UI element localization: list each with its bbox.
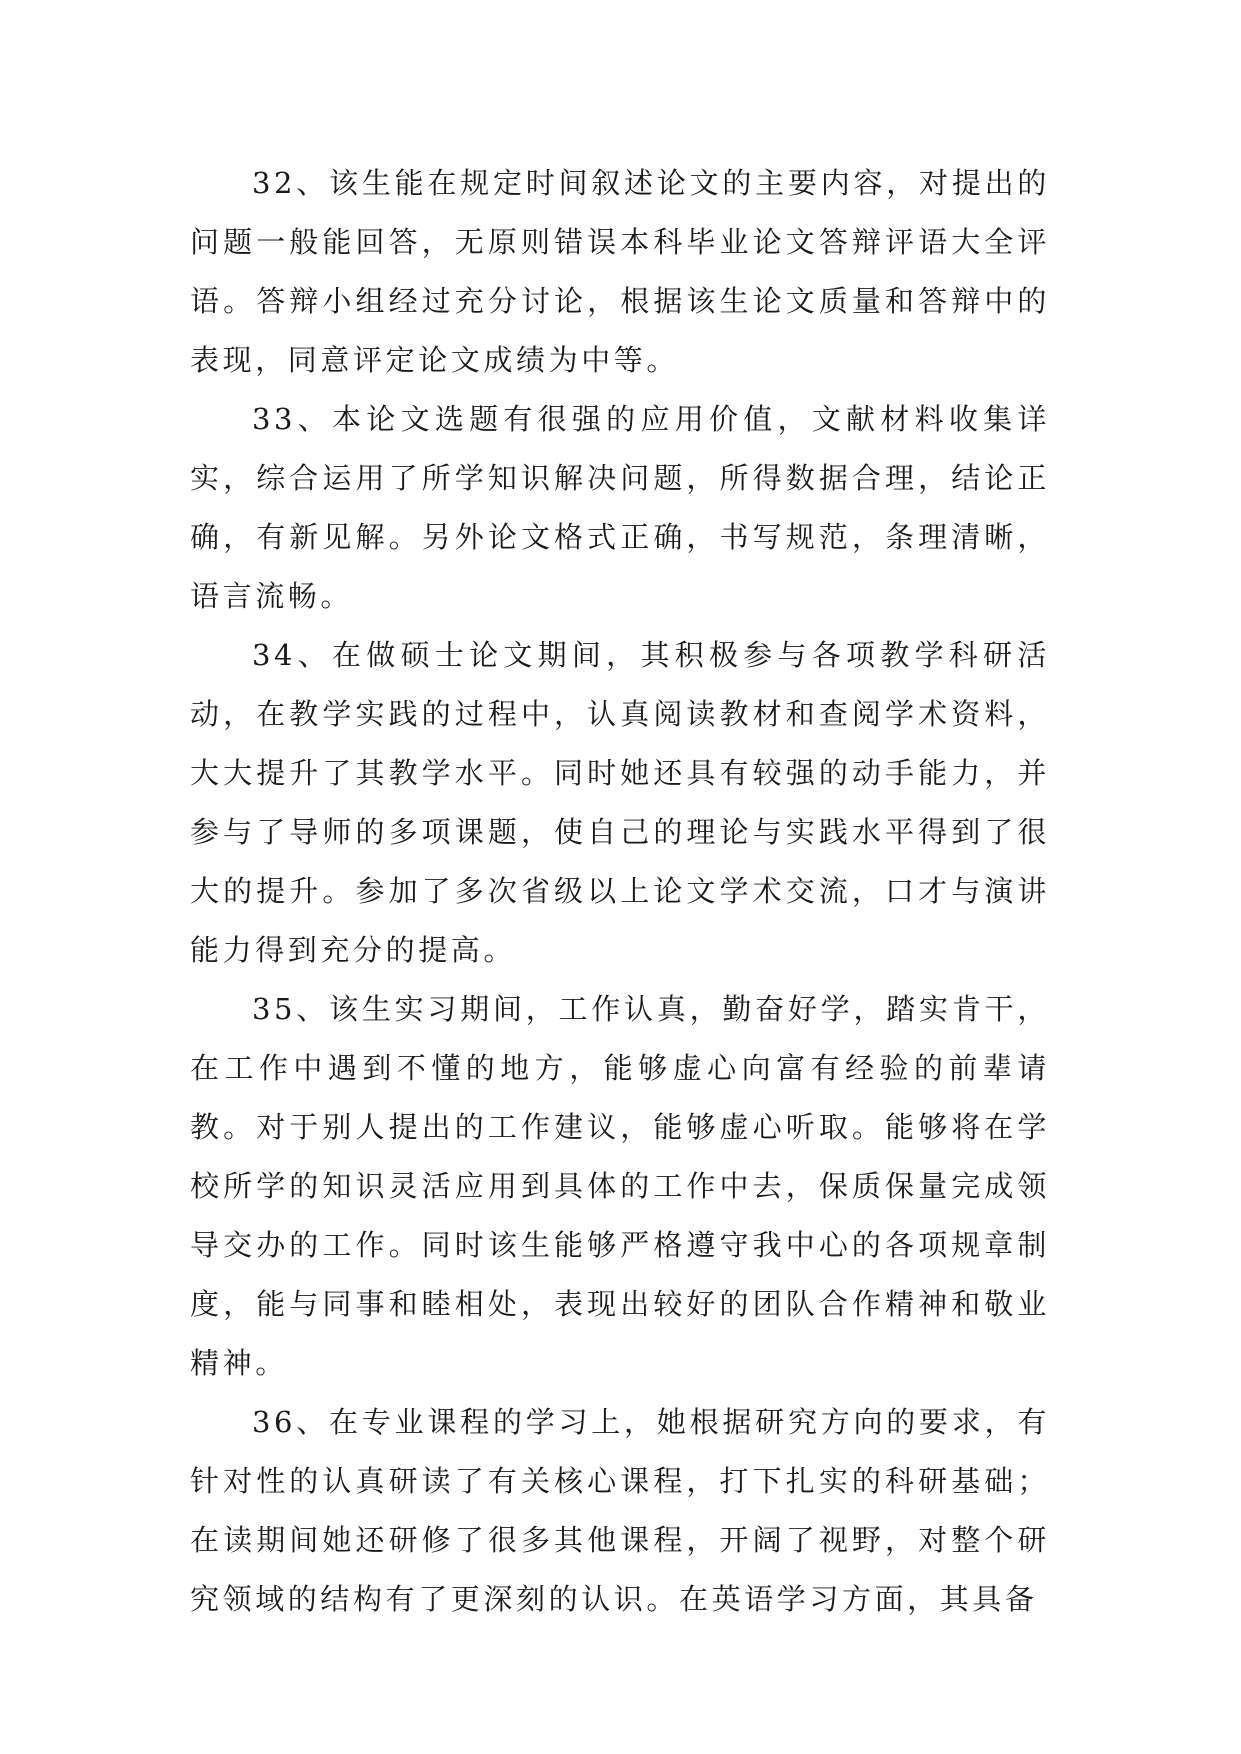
paragraph-36: 36、在专业课程的学习上，她根据研究方向的要求，有针对性的认真研读了有关核心课程，打下扎实的科研基础；在读期间她还研修了很多其他课程，开阔了视野，对整个研究领域的结构有了更深刻的认识。在英语学习方面，其具备 [190, 1405, 1050, 1616]
paragraph-33: 33、本论文选题有很强的应用价值，文献材料收集详实，综合运用了所学知识解决问题，所得数据合理，结论正确，有新见解。另外论文格式正确，书写规范，条理清晰，语言流畅。 [190, 402, 1050, 613]
document-page [190, 154, 1050, 1629]
paragraph-34: 34、在做硕士论文期间，其积极参与各项教学科研活动，在教学实践的过程中，认真阅读教材和查阅学术资料，大大提升了其教学水平。同时她还具有较强的动手能力，并参与了导师的多项课题，使自己的理论与实践水平得到了很大的提升。参加了多次省级以上论文学术交流，口才与演讲能力得到充分的提高。 [190, 638, 1050, 967]
paragraph-32: 32、该生能在规定时间叙述论文的主要内容，对提出的问题一般能回答，无原则错误本科毕业论文答辩评语大全评语。答辩小组经过充分讨论，根据该生论文质量和答辩中的表现，同意评定论文成绩为中等。 [190, 166, 1050, 377]
paragraph-35: 35、该生实习期间，工作认真，勤奋好学，踏实肯干，在工作中遇到不懂的地方，能够虚心向富有经验的前辈请教。对于别人提出的工作建议，能够虚心听取。能够将在学校所学的知识灵活应用到具体的工作中去，保质保量完成领导交办的工作。同时该生能够严格遵守我中心的各项规章制度，能与同事和睦相处，表现出较好的团队合作精神和敬业精神。 [190, 992, 1050, 1380]
